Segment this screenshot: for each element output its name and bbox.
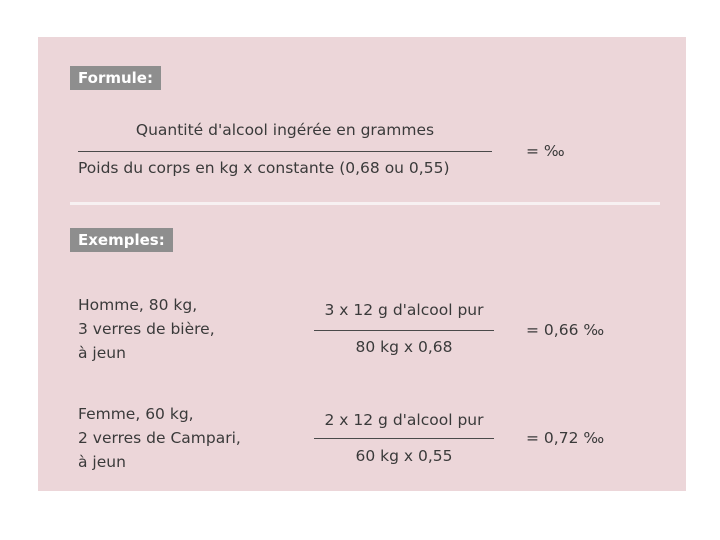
example-1-numerator: 3 x 12 g d'alcool pur <box>324 301 484 319</box>
example-2-fraction-bar <box>314 438 494 439</box>
example-2-description <box>78 402 241 474</box>
example-1-description <box>78 293 215 365</box>
section-divider <box>70 202 660 205</box>
example-2-numerator: 2 x 12 g d'alcool pur <box>324 411 484 429</box>
example-2-denominator: 60 kg x 0,55 <box>355 447 453 465</box>
example-1-result: = 0,66 ‰ <box>526 321 605 339</box>
info-card <box>38 37 686 491</box>
examples-label: Exemples: <box>70 228 173 252</box>
formula-label: Formule: <box>70 66 161 90</box>
formula-denominator: Poids du corps en kg x constante (0,68 ou 0,55) <box>78 159 450 177</box>
example-2-line-2: 2 verres de Campari, <box>78 429 241 447</box>
formula-result: = ‰ <box>526 142 565 160</box>
example-1-fraction-bar <box>314 330 494 331</box>
example-2-line-3: à jeun <box>78 453 126 471</box>
formula-numerator: Quantité d'alcool ingérée en grammes <box>135 121 435 139</box>
example-2-result: = 0,72 ‰ <box>526 429 605 447</box>
example-1-line-3: à jeun <box>78 344 126 362</box>
example-1-line-1: Homme, 80 kg, <box>78 296 198 314</box>
example-1-line-2: 3 verres de bière, <box>78 320 215 338</box>
formula-fraction-bar <box>78 151 492 152</box>
example-2-line-1: Femme, 60 kg, <box>78 405 194 423</box>
example-1-denominator: 80 kg x 0,68 <box>355 338 453 356</box>
